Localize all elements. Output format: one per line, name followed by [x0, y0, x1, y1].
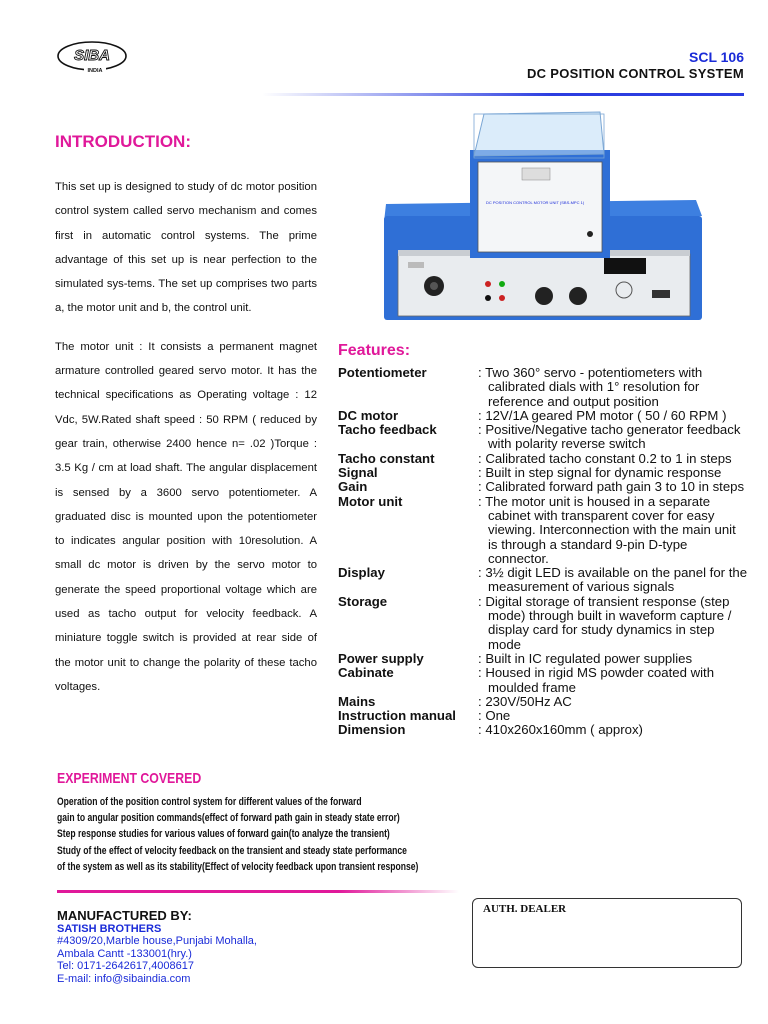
experiments-list [57, 794, 418, 875]
siba-logo [56, 40, 128, 74]
feature-value: : The motor unit is housed in a separate cabinet with transparent cover for easy viewing. Interconnection with the main unit is through a standard 9-pin D-type connector. [478, 493, 736, 566]
feature-row [338, 666, 748, 695]
feature-label: Potentiometer [338, 365, 427, 380]
product-photo [378, 104, 706, 329]
feature-row [338, 652, 748, 666]
feature-row [338, 709, 748, 723]
feature-value: : Housed in rigid MS powder coated with moulded frame [478, 665, 715, 695]
footer-divider [57, 890, 459, 893]
phone-line: Tel: 0171-2642617,4008617 [57, 960, 195, 973]
feature-value: : Built in IC regulated power supplies [478, 650, 693, 666]
introduction-heading: INTRODUCTION: [55, 132, 191, 151]
feature-value: : Positive/Negative tacho generator feedback with polarity reverse switch [478, 422, 741, 452]
led-display [604, 258, 646, 274]
feature-label: Power supply [338, 650, 424, 666]
feature-row [338, 409, 748, 423]
feature-label: Signal [338, 465, 378, 481]
feature-label: Dimension [338, 722, 406, 738]
feature-row [338, 495, 748, 566]
feature-label: Tacho constant [338, 450, 435, 466]
feature-row [338, 695, 748, 709]
introduction-text [55, 175, 317, 713]
experiment-line: Operation of the position control system for different values of the forward [57, 796, 362, 808]
feature-label: Mains [338, 693, 376, 709]
address-line: #4309/20,Marble house,Punjabi Mohalla, [57, 935, 257, 948]
logo-text: SIBA [74, 47, 110, 64]
features-heading: Features: [338, 342, 411, 359]
feature-label: DC motor [338, 407, 399, 423]
feature-label: Motor unit [338, 493, 403, 509]
feature-row [338, 466, 748, 480]
feature-value: : Built in step signal for dynamic response [478, 465, 722, 481]
feature-value: : Two 360° servo - potentiometers with calibrated dials with 1° resolution for reference and output position [478, 365, 703, 409]
experiment-line: of the system as well as its stability(Effect of velocity feedback upon transient response) [57, 860, 419, 873]
manufacturer-address [57, 923, 257, 985]
experiment-line: Study of the effect of velocity feedback on the transient and steady state performance [57, 844, 407, 857]
manufacturer-heading: MANUFACTURED BY: [57, 908, 192, 923]
motor-unit-label: DC POSITION CONTROL MOTOR UNIT (SBS-MPC 1) [486, 200, 585, 205]
feature-label: Instruction manual [338, 708, 456, 724]
feature-value: : Calibrated tacho constant 0.2 to 1 in steps [478, 450, 732, 466]
feature-label: Gain [338, 479, 368, 495]
product-code: SCL 106 [689, 49, 744, 65]
feature-value: : 3½ digit LED is available on the panel for the measurement of various signals [478, 565, 748, 595]
header-divider [262, 93, 744, 96]
address-line: Ambala Cantt -133001(hry.) [57, 947, 192, 960]
feature-row [338, 723, 748, 737]
feature-value: : One [478, 708, 511, 724]
feature-label: Cabinate [338, 665, 394, 681]
feature-label: Tacho feedback [338, 422, 437, 438]
feature-value: : Digital storage of transient response (step mode) through built in waveform capture / display card for study dynamics in step mode [478, 593, 732, 652]
experiments-heading: EXPERIMENT COVERED [57, 770, 202, 787]
feature-row [338, 595, 748, 652]
email-line: E-mail: info@sibaindia.com [57, 972, 191, 985]
feature-value: : 12V/1A geared PM motor ( 50 / 60 RPM ) [478, 407, 727, 423]
feature-value: : 410x260x160mm ( approx) [478, 722, 643, 738]
dealer-box [472, 898, 742, 968]
feature-row [338, 566, 748, 595]
manufacturer-name: SATISH BROTHERS [57, 923, 162, 935]
feature-value: : Calibrated forward path gain 3 to 10 in steps [478, 479, 745, 495]
motor-unit-paragraph: The motor unit : It consists a permanent magnet armature controlled geared servo motor. It has the technical specifications as Operating voltage : 12 Vdc, 5W.Rated shaft speed : 50 RPM ( reduced by gear train, otherwise 2400 hence n= .02 )Torque : 3.5 Kg / cm at load shaft. The angular displacement is sensed by a 3600 servo potentiometer. A graduated disc is mounted upon the potentiometer to indicates angular position with 10resolution. A small dc motor is driven by the servo motor to generate the speed proportional voltage which are used as tacho output for velocity feedback. A miniature toggle switch is provided at rear side of the motor unit to change the polarity of these tacho voltages. [55, 340, 317, 693]
feature-row [338, 423, 748, 452]
feature-row [338, 480, 748, 494]
product-name: DC POSITION CONTROL SYSTEM [526, 66, 744, 81]
experiment-line: gain to angular position commands(effect of forward path gain in steady state error) [57, 812, 400, 825]
feature-row [338, 366, 748, 409]
logo-subtext: INDIA [87, 68, 103, 74]
features-list [338, 366, 748, 738]
experiment-line: Step response studies for various values of forward gain(to analyze the transient) [57, 828, 390, 841]
feature-value: : 230V/50Hz AC [478, 693, 572, 709]
introduction-paragraph: This set up is designed to study of dc motor position control system called servo mechanism and comes first in automatic control systems. The prime advantage of this set up is near perfection to the simulated sys-tems. The set up comprises two parts a, the motor unit and b, the control unit. [55, 181, 317, 315]
feature-label: Display [338, 565, 385, 581]
dealer-label: AUTH. DEALER [483, 903, 567, 915]
feature-label: Storage [338, 593, 388, 609]
feature-row [338, 452, 748, 466]
